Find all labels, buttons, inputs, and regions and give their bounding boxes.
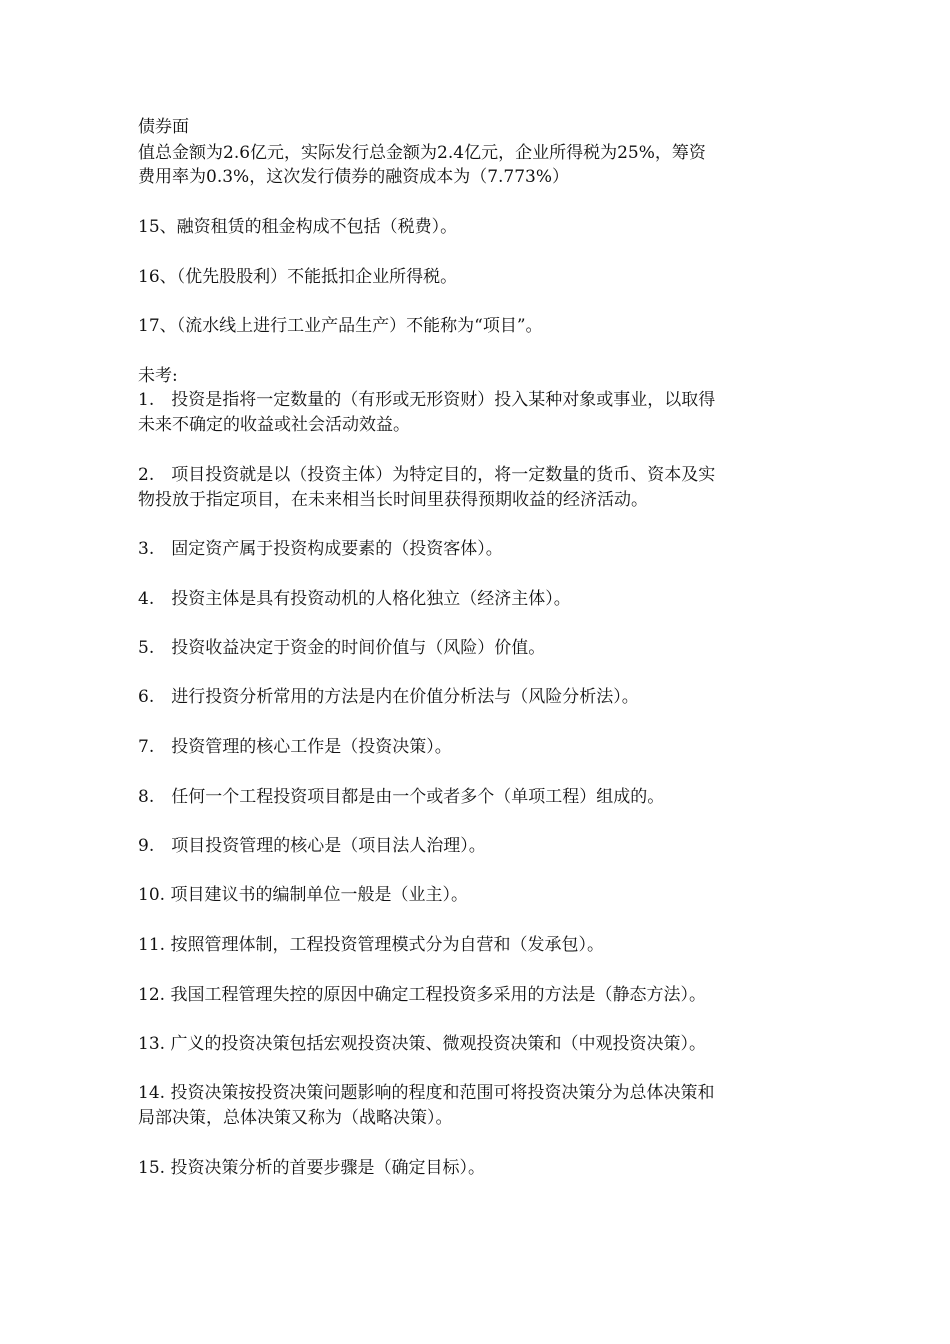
text-line: 10. 项目建议书的编制单位一般是（业主）。 [138, 885, 468, 905]
text-line: 15. 投资决策分析的首要步骤是（确定目标）。 [138, 1158, 485, 1178]
text-line: 9. 项目投资管理的核心是（项目法人治理）。 [138, 836, 486, 856]
text-line: 17、（流水线上进行工业产品生产）不能称为“项目”。 [138, 316, 543, 336]
text-line: 3. 固定资产属于投资构成要素的（投资客体）。 [138, 539, 503, 559]
text-line: 7. 投资管理的核心工作是（投资决策）。 [138, 737, 452, 757]
text-line: 8. 任何一个工程投资项目都是由一个或者多个（单项工程）组成的。 [138, 787, 665, 807]
text-line: 15、融资租赁的租金构成不包括（税费）。 [138, 217, 458, 237]
text-line: 5. 投资收益决定于资金的时间价值与（风险）价值。 [138, 638, 546, 658]
text-line: 1. 投资是指将一定数量的（有形或无形资财）投入某种对象或事业，以取得 [138, 390, 716, 410]
text-line: 2. 项目投资就是以（投资主体）为特定目的，将一定数量的货币、资本及实 [138, 465, 716, 485]
text-line: 13. 广义的投资决策包括宏观投资决策、微观投资决策和（中观投资决策）。 [138, 1034, 706, 1054]
text-line: 未来不确定的收益或社会活动效益。 [138, 415, 410, 435]
text-line: 物投放于指定项目，在未来相当长时间里获得预期收益的经济活动。 [138, 490, 648, 510]
text-line: 6. 进行投资分析常用的方法是内在价值分析法与（风险分析法）。 [138, 687, 639, 707]
text-line: 局部决策，总体决策又称为（战略决策）。 [138, 1108, 453, 1128]
text-line: 12. 我国工程管理失控的原因中确定工程投资多采用的方法是（静态方法）。 [138, 985, 706, 1005]
section-heading: 未考: [138, 366, 178, 386]
text-line: 11. 按照管理体制，工程投资管理模式分为自营和（发承包）。 [138, 935, 604, 955]
text-line: 14. 投资决策按投资决策问题影响的程度和范围可将投资决策分为总体决策和 [138, 1083, 715, 1103]
text-line: 债券面 [138, 117, 189, 137]
text-line: 费用率为0.3%，这次发行债券的融资成本为（7.773%） [138, 167, 570, 187]
text-line: 值总金额为2.6亿元，实际发行总金额为2.4亿元，企业所得税为25%，筹资 [138, 143, 706, 163]
text-line: 16、（优先股股利）不能抵扣企业所得税。 [138, 267, 458, 287]
text-line: 4. 投资主体是具有投资动机的人格化独立（经济主体）。 [138, 589, 571, 609]
